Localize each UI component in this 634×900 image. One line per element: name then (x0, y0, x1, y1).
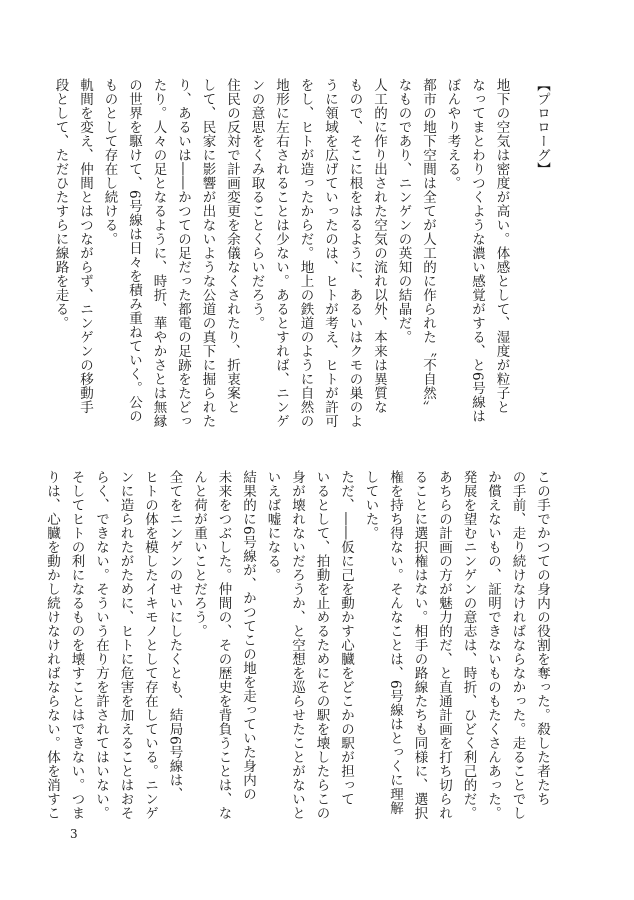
text-column: らく、できない。そういう在り方を許されてはいない。 (93, 470, 109, 820)
text-column: 都市の地下空間は全てが人工的に作られた〝不自然〟 (420, 78, 436, 414)
text-column: り、あるいは――かつての足だった都電の足跡をたどっ (175, 78, 191, 428)
text-column: して、民家に影響が出ないような公道の真下に掘られた (199, 78, 216, 428)
text-column: いるとして、拍動を止めるためにその駅を壊したらこの (313, 470, 330, 820)
text-column: んと荷が重いことだろう。 (191, 470, 207, 638)
text-column: の手前、走り続けなければならなかった。走ることでし (509, 470, 526, 820)
text-column: この手でかつての身内の役割を奪った。殺した者たち (534, 470, 550, 806)
text-column: 人工的に作り出された空気の流れ以外、本来は異質な (371, 78, 387, 414)
text-column: たり。人々の足となるように、時折、華やかさとは無縁 (150, 78, 167, 428)
text-column: りは、心臓を動かし続けなければならない。体を消すこ (44, 470, 60, 820)
text-column: 段として、ただひたすらに線路を走る。 (52, 78, 69, 330)
text-column: していた。 (362, 470, 379, 540)
chapter-title: 【プロローグ】 (534, 78, 550, 176)
text-column: ンに造られたがために、ヒトに危害を加えることはおそ (117, 470, 134, 820)
text-column: 住民の反対で計画変更を余儀なくされたり、折衷案と (224, 78, 240, 414)
text-column: 権を持ち得ない。そんなことは、6号線はとっくに理解 (387, 470, 403, 816)
text-column: ものとして存在し続ける。 (101, 78, 118, 246)
text-column: 軌間を変え、仲間とはつながらず、ニンゲンの移動手 (77, 78, 93, 414)
page-number: 3 (70, 827, 78, 841)
text-column: なってまとわりつくような濃い感覚がする、と6号線は (469, 78, 485, 424)
text-column: 発展を望むニンゲンの意志は、時折、ひどく利己的だ。 (460, 470, 477, 820)
text-column: 結果的に6号線が、かつてこの地を走っていた身内の (240, 470, 256, 802)
text-column: ぼんやり考える。 (444, 78, 461, 190)
text-column: か償えないもの、証明できないものもたくさんあった。 (485, 470, 501, 820)
text-column: あちらの計画の方が魅力的だ、と直通計画を打ち切られ (436, 470, 452, 820)
text-column: ヒトの体を模したイキモノとして存在している。ニンゲ (142, 470, 158, 820)
text-column: ンの意思をくみ取ることくらいだろう。 (248, 78, 265, 330)
text-column: ただ、――仮に己を動かす心臓をどこかの駅が担って (338, 470, 354, 806)
text-column: ることに選択権はない。相手の路線たちも同様に、選択 (411, 470, 428, 820)
text-column: もので、そこに根をはるように、あるいはクモの巣のよ (346, 78, 363, 428)
top-text-block (52, 78, 554, 450)
text-column: 地形に左右されることは少ない。あるとすれば、ニンゲ (273, 78, 289, 428)
text-column: いえば嘘になる。 (264, 470, 281, 582)
text-column: うに領域を広げていったのは、ヒトが考え、ヒトが許可 (322, 78, 338, 428)
text-column: 地下の空気は密度が高い。体感として、湿度が粒子と (493, 78, 510, 414)
text-column: なものであり、ニンゲンの英知の結晶だ。 (395, 78, 412, 344)
text-column: をし、ヒトが造ったからだ。地上の鉄道のように自然の (297, 78, 314, 428)
text-column: 全てをニンゲンのせいにしたくとも、結局6号線は、 (166, 470, 183, 802)
text-column: の世界を駆けて、6号線は日々を積み重ねていく。公の (126, 78, 142, 424)
text-column: そしてヒトの利になるものを壊すことはできない。つま (68, 470, 85, 820)
text-column: 未来をつぶした。仲間の、その歴史を背負うことは、な (215, 470, 232, 820)
text-column: 身が壊れないだろうか、と空想を巡らせたことがないと (289, 470, 305, 820)
bottom-text-block (44, 470, 554, 860)
